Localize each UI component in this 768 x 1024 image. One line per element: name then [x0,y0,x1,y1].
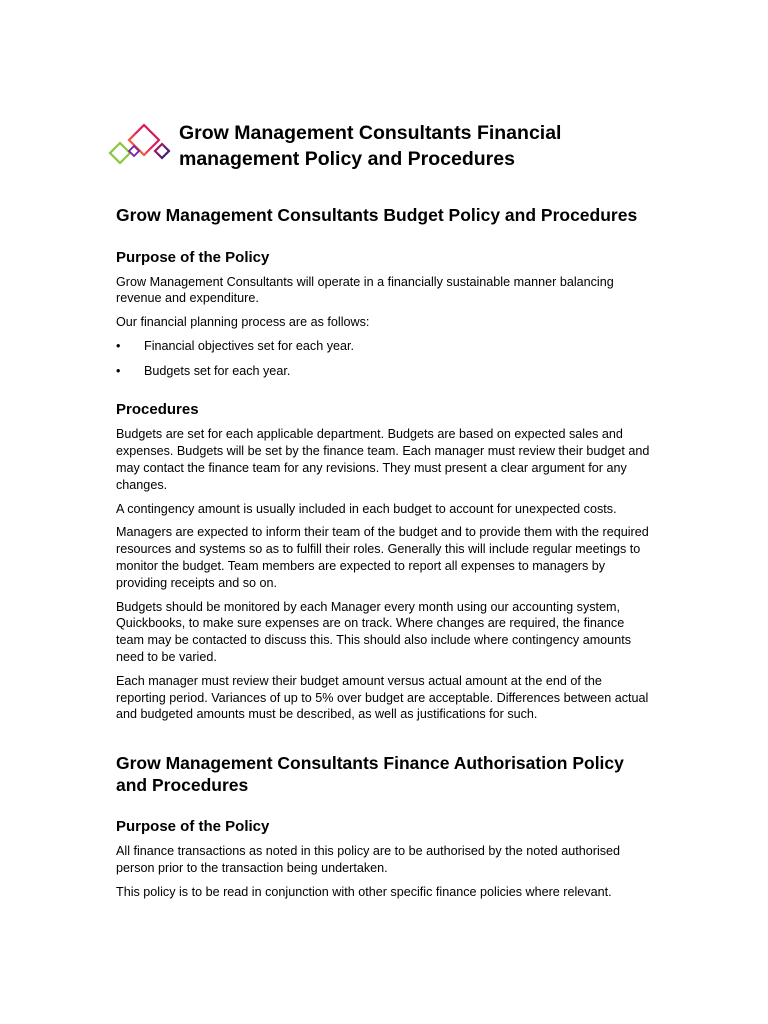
procedures-paragraph: Budgets are set for each applicable department. Budgets are based on expected sales and expenses. Budgets will be set by the finance team. Each manager must review their budget and may contact the finance team for any revisions. They must present a clear argument for any changes. [116,427,650,492]
budget-purpose-paragraph: Grow Management Consultants will operate in a financially sustainable manner balancing revenue and expenditure. [116,274,614,306]
document-title: Grow Management Consultants Financial management Policy and Procedures [179,122,562,170]
procedures-heading: Procedures [116,401,199,419]
authorisation-section-heading: Grow Management Consultants Finance Authorisation Policy and Procedures [116,753,624,795]
procedures-paragraph: Each manager must review their budget amount versus actual amount at the end of the reporting period. Variances of up to 5% over budget are acceptable. Differences between actual and budgeted amounts must be described, as well as justifications for such. [116,673,649,722]
bullet-icon: • [116,363,121,378]
budget-purpose-heading: Purpose of the Policy [116,248,270,266]
authorisation-purpose-heading: Purpose of the Policy [116,818,270,836]
list-item-text: Budgets set for each year. [144,363,291,378]
procedures-paragraph: A contingency amount is usually included in each budget to account for unexpected costs. [116,501,617,516]
procedures-paragraph: Budgets should be monitored by each Manager every month using our accounting system, Quickbooks, to make sure expenses are on track. Where changes are required, the finance team may be contacted to discuss this. This should also include where contingency amounts need to be varied. [116,599,631,665]
list-item [116,338,652,355]
bullet-icon: • [116,338,121,353]
authorisation-purpose-paragraph: This policy is to be read in conjunction with other specific finance policies where relevant. [116,884,612,899]
document-body [116,205,652,901]
budget-section-heading: Grow Management Consultants Budget Policy and Procedures [116,205,638,225]
list-item [116,363,652,380]
procedures-paragraph: Managers are expected to inform their team of the budget and to provide them with the required resources and systems so as to fulfill their roles. Generally this will include regular meetings to monitor the budget. Team members are expected to report all expenses to managers by providing receipts and so on. [116,525,649,590]
authorisation-purpose-paragraph: All finance transactions as noted in this policy are to be authorised by the noted authorised person prior to the transaction being undertaken. [116,844,621,876]
planning-process-list [116,338,652,380]
planning-process-intro: Our financial planning process are as follows: [116,315,370,330]
company-logo-icon [108,122,172,170]
list-item-text: Financial objectives set for each year. [144,338,355,353]
